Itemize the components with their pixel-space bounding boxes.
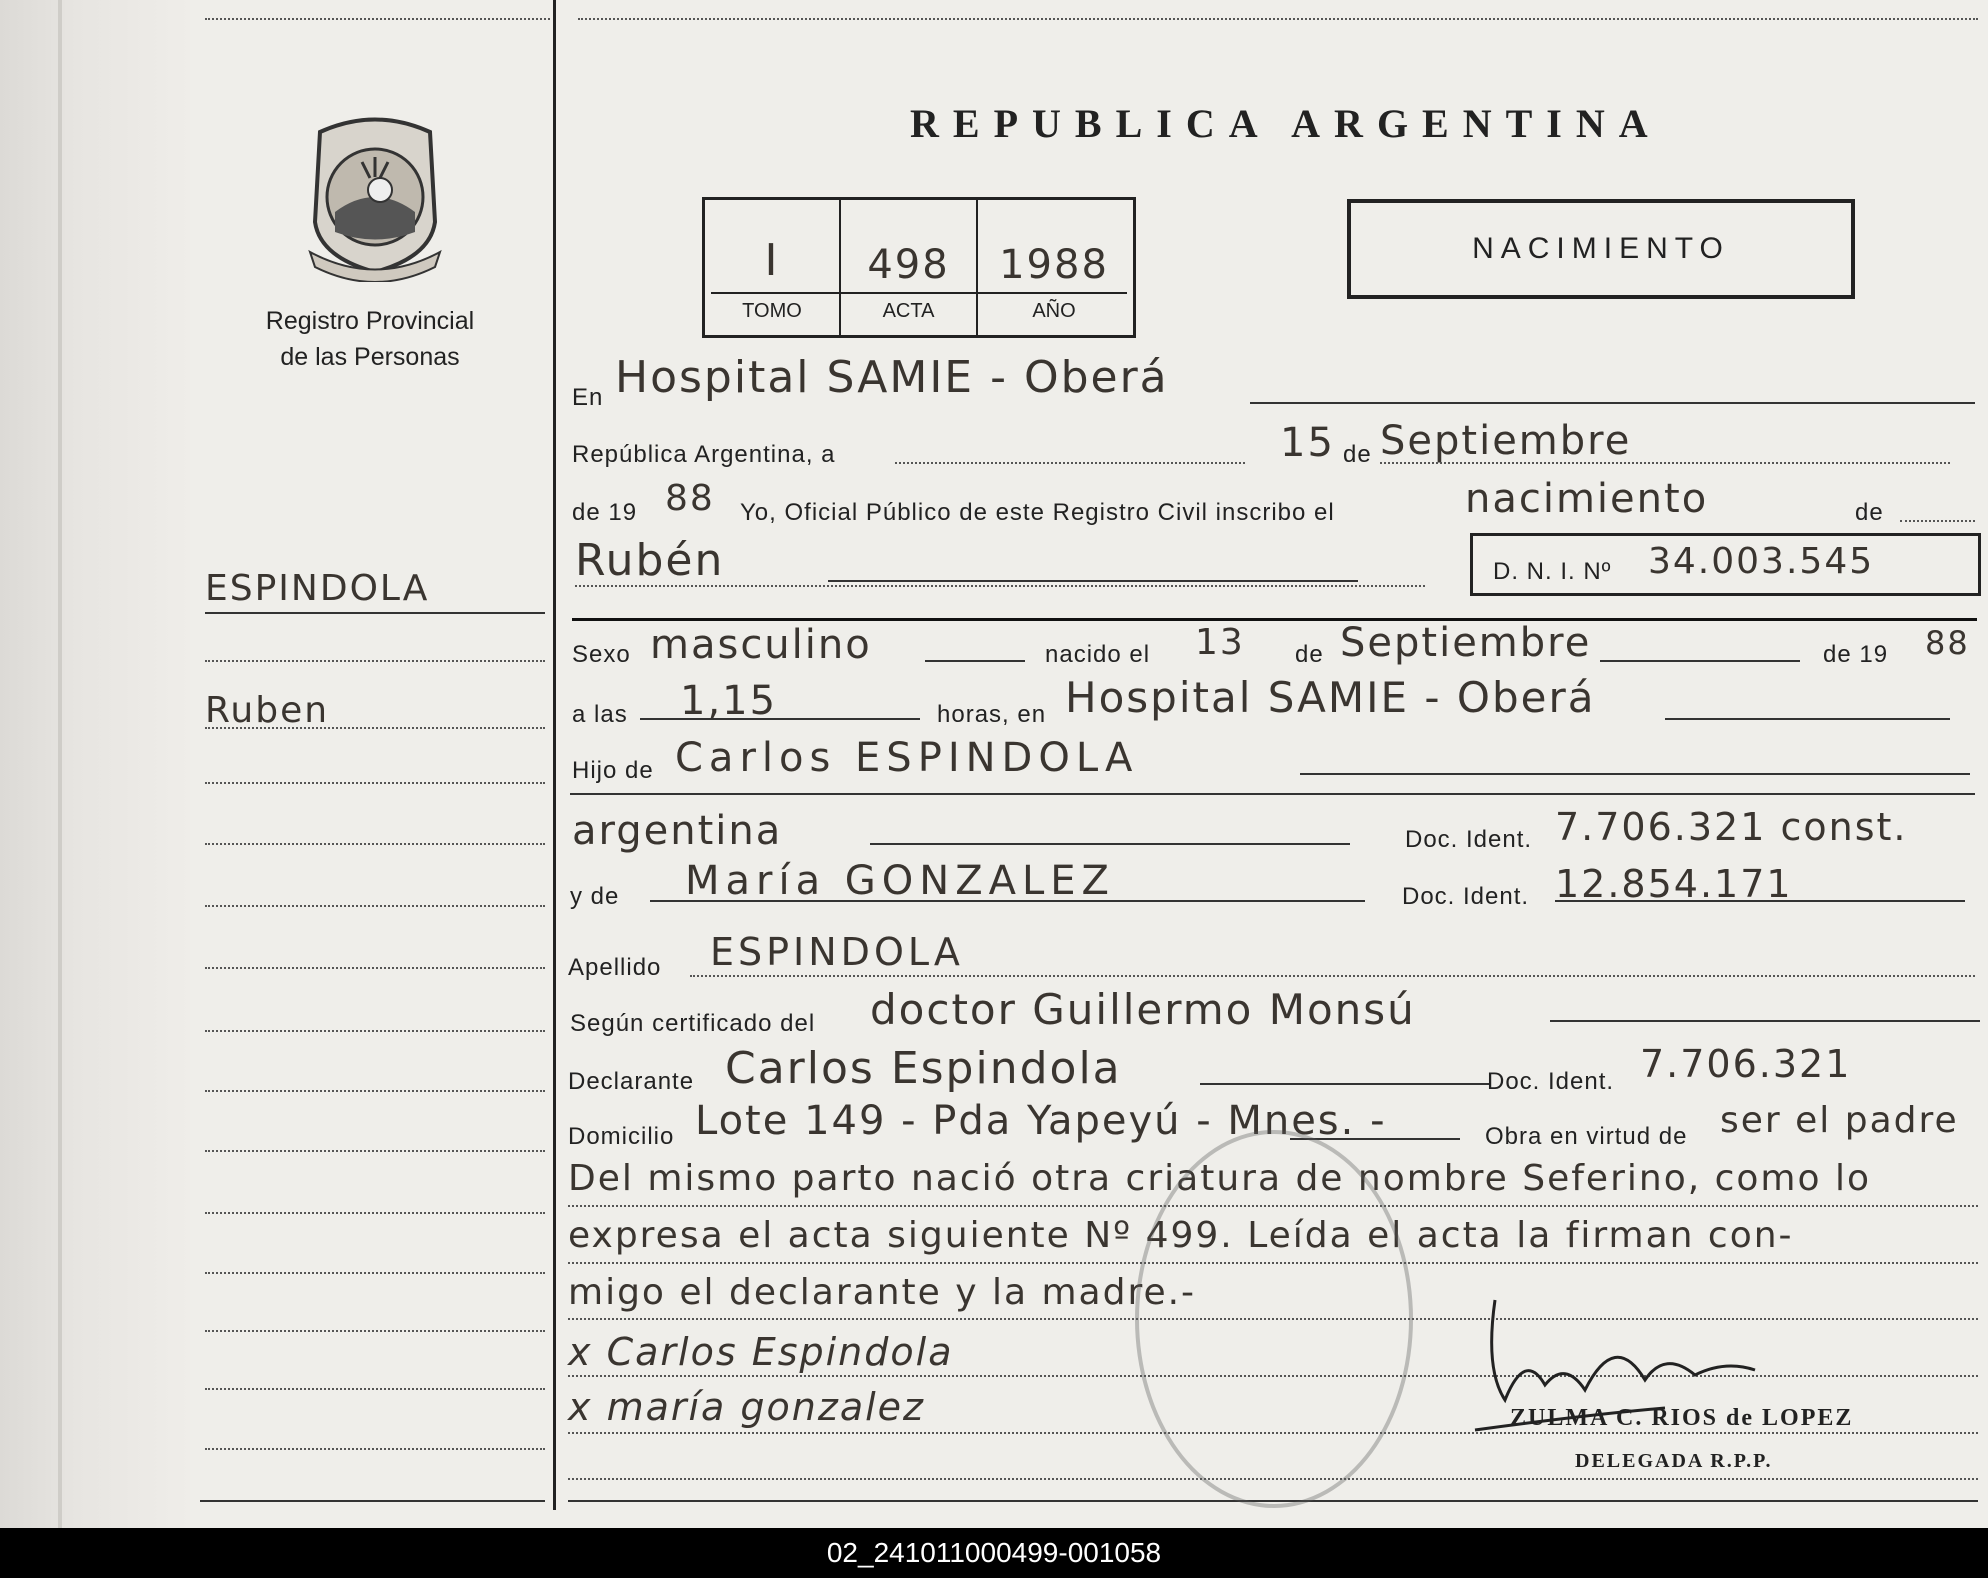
padre-doc: 7.706.321 const. bbox=[1555, 805, 1908, 849]
country-title: REPUBLICA ARGENTINA bbox=[910, 101, 1662, 146]
section-rule bbox=[572, 618, 1977, 621]
fill-line bbox=[690, 975, 1975, 977]
margin-line bbox=[205, 727, 545, 729]
date-day: 15 bbox=[1280, 420, 1335, 466]
fill-line bbox=[1300, 773, 1970, 775]
nombre-line bbox=[828, 580, 1358, 582]
segun-label: Según certificado del bbox=[570, 1010, 816, 1037]
margin-line bbox=[205, 1090, 545, 1092]
fill-line bbox=[870, 843, 1350, 845]
registry-line1: Registro Provincial bbox=[265, 307, 475, 335]
margin-line bbox=[205, 967, 545, 969]
registry-name bbox=[230, 303, 510, 375]
de3-label: de bbox=[1295, 641, 1324, 668]
domicilio-value: Lote 149 - Pda Yapeyú - Mnes. - bbox=[695, 1098, 1387, 1144]
republica-label: República Argentina, a bbox=[572, 441, 836, 468]
lugar-value: Hospital SAMIE - Oberá bbox=[1065, 673, 1596, 722]
margin-line bbox=[205, 1030, 545, 1032]
nacido-day: 13 bbox=[1195, 622, 1245, 663]
margin-line bbox=[205, 1272, 545, 1274]
firma-madre: x maría gonzalez bbox=[568, 1385, 925, 1429]
official-title: DELEGADA R.P.P. bbox=[1575, 1450, 1773, 1472]
fill-line bbox=[1200, 1083, 1490, 1085]
margin-line bbox=[205, 1330, 545, 1332]
hijo-label: Hijo de bbox=[572, 757, 654, 784]
margin-line bbox=[205, 612, 545, 614]
year-prefix: de 19 bbox=[572, 499, 638, 526]
madre-doc: 12.854.171 bbox=[1555, 862, 1793, 906]
doc-ident-label: Doc. Ident. bbox=[1405, 826, 1533, 853]
doc-ident-label-3: Doc. Ident. bbox=[1487, 1068, 1615, 1095]
fill-line bbox=[1900, 520, 1975, 522]
margin-line bbox=[205, 1150, 545, 1152]
certificado-value: doctor Guillermo Monsú bbox=[870, 985, 1416, 1034]
dni-label: D. N. I. Nº bbox=[1493, 558, 1612, 585]
tomo-value: I bbox=[764, 235, 780, 286]
nacido-year: 88 bbox=[1925, 624, 1970, 662]
year-suffix: 88 bbox=[665, 478, 715, 519]
dni-box bbox=[1470, 533, 1981, 596]
binding-fold bbox=[58, 0, 62, 1528]
margin-line bbox=[205, 1448, 545, 1450]
acta-value: 498 bbox=[867, 242, 950, 288]
apellido-value: ESPINDOLA bbox=[710, 930, 964, 974]
obra-value: ser el padre bbox=[1720, 1100, 1959, 1141]
fill-line bbox=[640, 718, 920, 720]
fill-line bbox=[1550, 1020, 1980, 1022]
acta-label: ACTA bbox=[882, 300, 935, 322]
nota-line-3: migo el declarante y la madre.- bbox=[568, 1272, 1197, 1313]
anio-label: AÑO bbox=[1032, 300, 1076, 322]
obra-label: Obra en virtud de bbox=[1485, 1123, 1688, 1150]
fill-line bbox=[895, 462, 1245, 464]
page-binding bbox=[0, 0, 190, 1528]
madre-value: María GONZALEZ bbox=[685, 858, 1115, 904]
margin-line bbox=[205, 843, 545, 845]
firma-padre: x Carlos Espindola bbox=[568, 1330, 954, 1374]
record-box bbox=[702, 197, 1136, 338]
oficial-text: Yo, Oficial Público de este Registro Civil inscribo el bbox=[740, 499, 1335, 526]
nacionalidad-value: argentina bbox=[572, 808, 783, 854]
dni-value: 34.003.545 bbox=[1648, 541, 1875, 582]
top-rule-right bbox=[578, 18, 1978, 20]
column-divider bbox=[553, 0, 556, 1510]
doc-ident-label-2: Doc. Ident. bbox=[1402, 883, 1530, 910]
record-type-box: NACIMIENTO bbox=[1347, 199, 1855, 299]
margin-line bbox=[205, 1212, 545, 1214]
fill-line bbox=[1555, 900, 1965, 902]
fill-line bbox=[925, 660, 1025, 662]
de2-label: de bbox=[1855, 499, 1884, 526]
margin-surname: ESPINDOLA bbox=[205, 568, 430, 609]
de-label: de bbox=[1343, 441, 1372, 468]
nacido-month: Septiembre bbox=[1340, 620, 1592, 666]
inscribo-value: nacimiento bbox=[1465, 476, 1709, 522]
fill-line bbox=[1600, 660, 1800, 662]
section-rule bbox=[570, 793, 1975, 795]
declarante-value: Carlos Espindola bbox=[725, 1043, 1122, 1094]
apellido-label: Apellido bbox=[568, 954, 662, 981]
yde-label: y de bbox=[570, 883, 620, 910]
declarante-doc: 7.706.321 bbox=[1640, 1042, 1852, 1086]
nombre-value: Rubén bbox=[575, 535, 725, 586]
margin-line bbox=[205, 782, 545, 784]
official-name: ZULMA C. RIOS de LOPEZ bbox=[1510, 1405, 1854, 1431]
sexo-label: Sexo bbox=[572, 641, 631, 668]
declarante-label: Declarante bbox=[568, 1068, 695, 1095]
date-month: Septiembre bbox=[1380, 418, 1632, 464]
fill-line bbox=[575, 585, 1425, 587]
alas-label: a las bbox=[572, 701, 628, 728]
domicilio-label: Domicilio bbox=[568, 1123, 675, 1150]
fill-line bbox=[1665, 718, 1950, 720]
fill-line bbox=[1380, 462, 1950, 464]
en-value: Hospital SAMIE - Oberá bbox=[615, 352, 1169, 403]
horas-label: horas, en bbox=[937, 701, 1047, 728]
record-rule bbox=[711, 292, 1127, 294]
sexo-value: masculino bbox=[650, 622, 872, 668]
anio-value: 1988 bbox=[999, 242, 1109, 288]
fill-line bbox=[650, 900, 1365, 902]
hora-value: 1,15 bbox=[680, 678, 778, 724]
en-line bbox=[1250, 402, 1975, 404]
seal-icon bbox=[300, 112, 450, 282]
margin-line bbox=[205, 660, 545, 662]
nacido-label: nacido el bbox=[1045, 641, 1151, 668]
margin-bottom-rule bbox=[200, 1500, 545, 1502]
provincial-seal bbox=[300, 112, 450, 282]
tomo-label: TOMO bbox=[742, 300, 802, 322]
image-id-footer: 02_241011000499-001058 bbox=[0, 1528, 1988, 1578]
padre-value: Carlos ESPINDOLA bbox=[675, 735, 1139, 781]
margin-name: Ruben bbox=[205, 690, 330, 731]
margin-line bbox=[205, 905, 545, 907]
nota-line-1: Del mismo parto nació otra criatura de nombre Seferino, como lo bbox=[568, 1158, 1871, 1199]
official-stamp bbox=[1135, 1130, 1413, 1508]
nota-line-2: expresa el acta siguiente Nº 499. Leída el acta la firman con- bbox=[568, 1215, 1794, 1256]
de19-label: de 19 bbox=[1823, 641, 1889, 668]
registry-line2: de las Personas bbox=[280, 343, 460, 371]
top-rule-left bbox=[205, 18, 550, 20]
margin-line bbox=[205, 1388, 545, 1390]
en-label: En bbox=[572, 384, 604, 411]
